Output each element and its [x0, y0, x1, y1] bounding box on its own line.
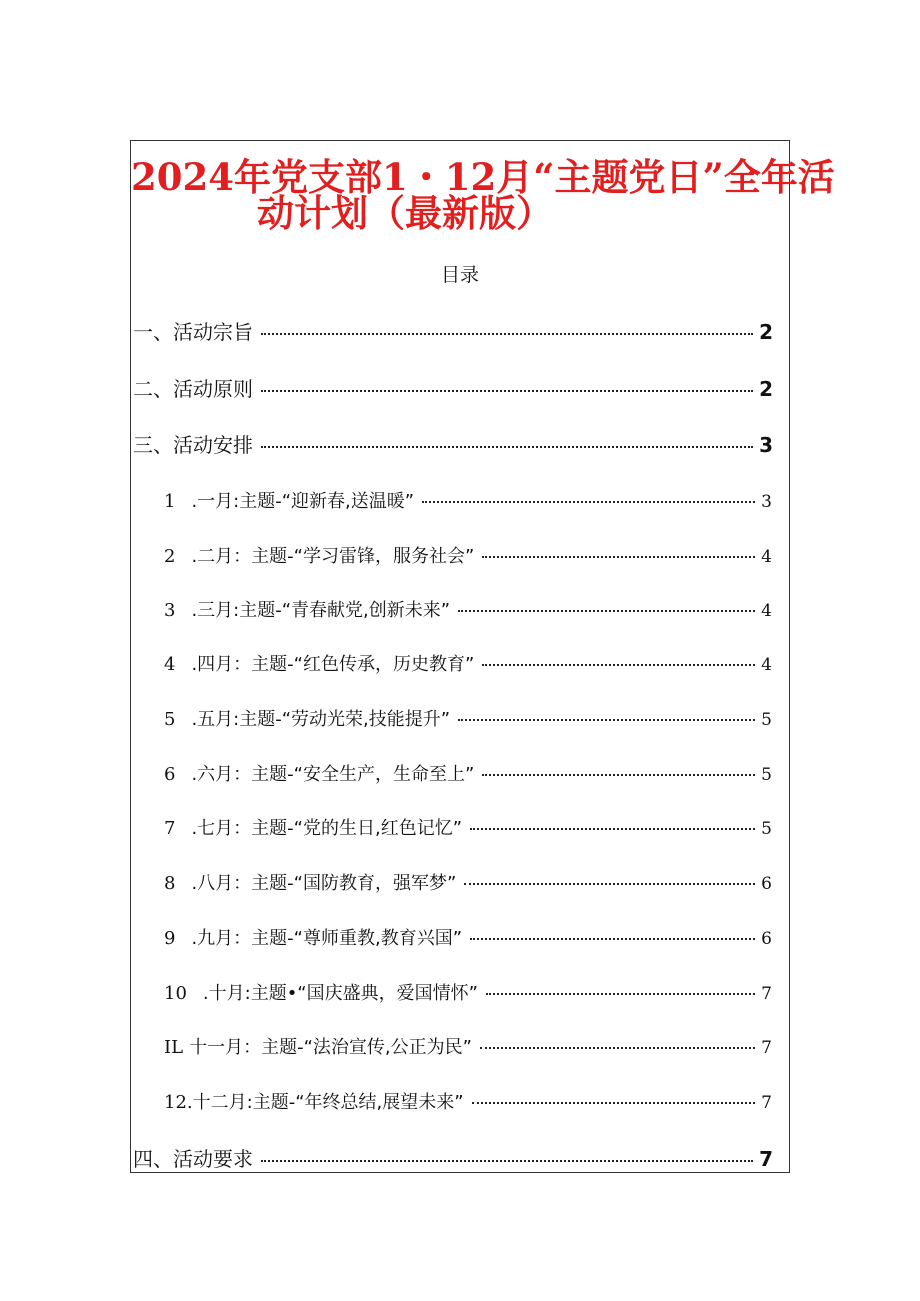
toc-entry-number: 8: [164, 873, 176, 894]
toc-entry-august[interactable]: [164, 871, 772, 897]
toc-entry-number: 4: [164, 654, 176, 675]
toc-entry-text: .五月:主题-“劳动光荣,技能提升”: [191, 709, 451, 730]
toc-entry-purpose[interactable]: [133, 318, 773, 346]
toc-dot-leader: [470, 828, 755, 830]
toc-entry-text: 四、活动要求: [133, 1147, 253, 1171]
toc-entry-number: 2: [164, 546, 176, 567]
toc-entry-text: 一、活动宗旨: [133, 320, 253, 344]
toc-entry-text: .七月：主题-“党的生日,红色记忆”: [191, 818, 463, 839]
toc-entry-february[interactable]: [164, 544, 772, 570]
toc-entry-principles[interactable]: [133, 375, 773, 403]
toc-dot-leader: [261, 390, 753, 392]
toc-dot-leader: [486, 993, 755, 995]
toc-entry-april[interactable]: [164, 652, 772, 678]
toc-entry-text: .二月：主题-“学习雷锋，服务社会”: [191, 546, 475, 567]
toc-dot-leader: [482, 664, 755, 666]
toc-entry-text: .八月：主题-“国防教育，强军梦”: [191, 873, 457, 894]
toc-entry-number: 5: [164, 709, 176, 730]
toc-page-number: 7: [761, 1093, 772, 1113]
toc-entry-text: .一月:主题-“迎新春,送温暖”: [191, 491, 415, 512]
toc-page-number: 3: [759, 433, 773, 457]
toc-entry-number: 9: [164, 928, 176, 949]
toc-page-number: 7: [761, 984, 772, 1004]
toc-entry-number: 12.: [164, 1092, 193, 1113]
toc-dot-leader: [470, 938, 755, 940]
toc-entry-text: 十二月:主题-“年终总结,展望未来”: [192, 1092, 464, 1113]
toc-page-number: 4: [761, 655, 772, 675]
toc-entry-number: 10: [164, 983, 187, 1004]
toc-entry-text: .十月:主题•“国庆盛典，爱国情怀”: [202, 983, 478, 1004]
toc-page-number: 5: [761, 710, 772, 730]
toc-page-number: 6: [761, 929, 772, 949]
toc-entry-text: 十一月：主题-“法治宣传,公正为民”: [189, 1037, 472, 1058]
toc-entry-text: 三、活动安排: [133, 433, 253, 457]
toc-page-number: 5: [761, 765, 772, 785]
toc-page-number: 5: [761, 819, 772, 839]
toc-entry-text: 二、活动原则: [133, 377, 253, 401]
toc-dot-leader: [422, 501, 755, 503]
toc-entry-text: .九月：主题-“尊师重教,教育兴国”: [191, 928, 463, 949]
toc-entry-number: 3: [164, 600, 176, 621]
toc-dot-leader: [458, 610, 755, 612]
toc-entry-requirements[interactable]: [133, 1145, 773, 1173]
toc-dot-leader: [464, 883, 755, 885]
toc-entry-march[interactable]: [164, 598, 772, 624]
toc-page-number: 3: [761, 492, 772, 512]
toc-entry-number: IL: [164, 1037, 184, 1058]
toc-entry-january[interactable]: [164, 489, 772, 515]
toc-dot-leader: [480, 1047, 755, 1049]
toc-entry-text: .六月：主题-“安全生产，生命至上”: [191, 764, 475, 785]
toc-page-number: 6: [761, 874, 772, 894]
toc-entry-number: 1: [164, 491, 176, 512]
toc-page-number: 2: [759, 377, 773, 401]
toc-entry-number: 7: [164, 818, 176, 839]
toc-page-number: 7: [759, 1147, 773, 1171]
toc-dot-leader: [458, 719, 755, 721]
toc-entry-number: 6: [164, 764, 176, 785]
document-title-line-1: 2024年党支部1・12月“主题党日”全年活: [131, 155, 835, 199]
toc-entry-may[interactable]: [164, 707, 772, 733]
toc-entry-july[interactable]: [164, 816, 772, 842]
toc-dot-leader: [482, 774, 755, 776]
toc-dot-leader: [482, 556, 755, 558]
toc-page-number: 4: [761, 601, 772, 621]
toc-dot-leader: [261, 1160, 753, 1162]
toc-entry-text: .三月:主题-“青春献党,创新未来”: [191, 600, 451, 621]
toc-entry-october[interactable]: [164, 981, 772, 1007]
toc-entry-june[interactable]: [164, 762, 772, 788]
toc-entry-september[interactable]: [164, 926, 772, 952]
toc-entry-arrangement[interactable]: [133, 431, 773, 459]
toc-page-number: 2: [759, 320, 773, 344]
toc-dot-leader: [472, 1102, 756, 1104]
toc-page-number: 7: [761, 1038, 772, 1058]
toc-page-number: 4: [761, 547, 772, 567]
toc-dot-leader: [261, 333, 753, 335]
toc-heading: 目录: [440, 264, 479, 286]
toc-entry-november[interactable]: [164, 1035, 772, 1061]
toc-entry-december[interactable]: [164, 1090, 772, 1116]
toc-dot-leader: [261, 446, 753, 448]
document-title-line-2: 动计划（最新版）: [257, 192, 553, 235]
toc-entry-text: .四月：主题-“红色传承，历史教育”: [191, 654, 475, 675]
